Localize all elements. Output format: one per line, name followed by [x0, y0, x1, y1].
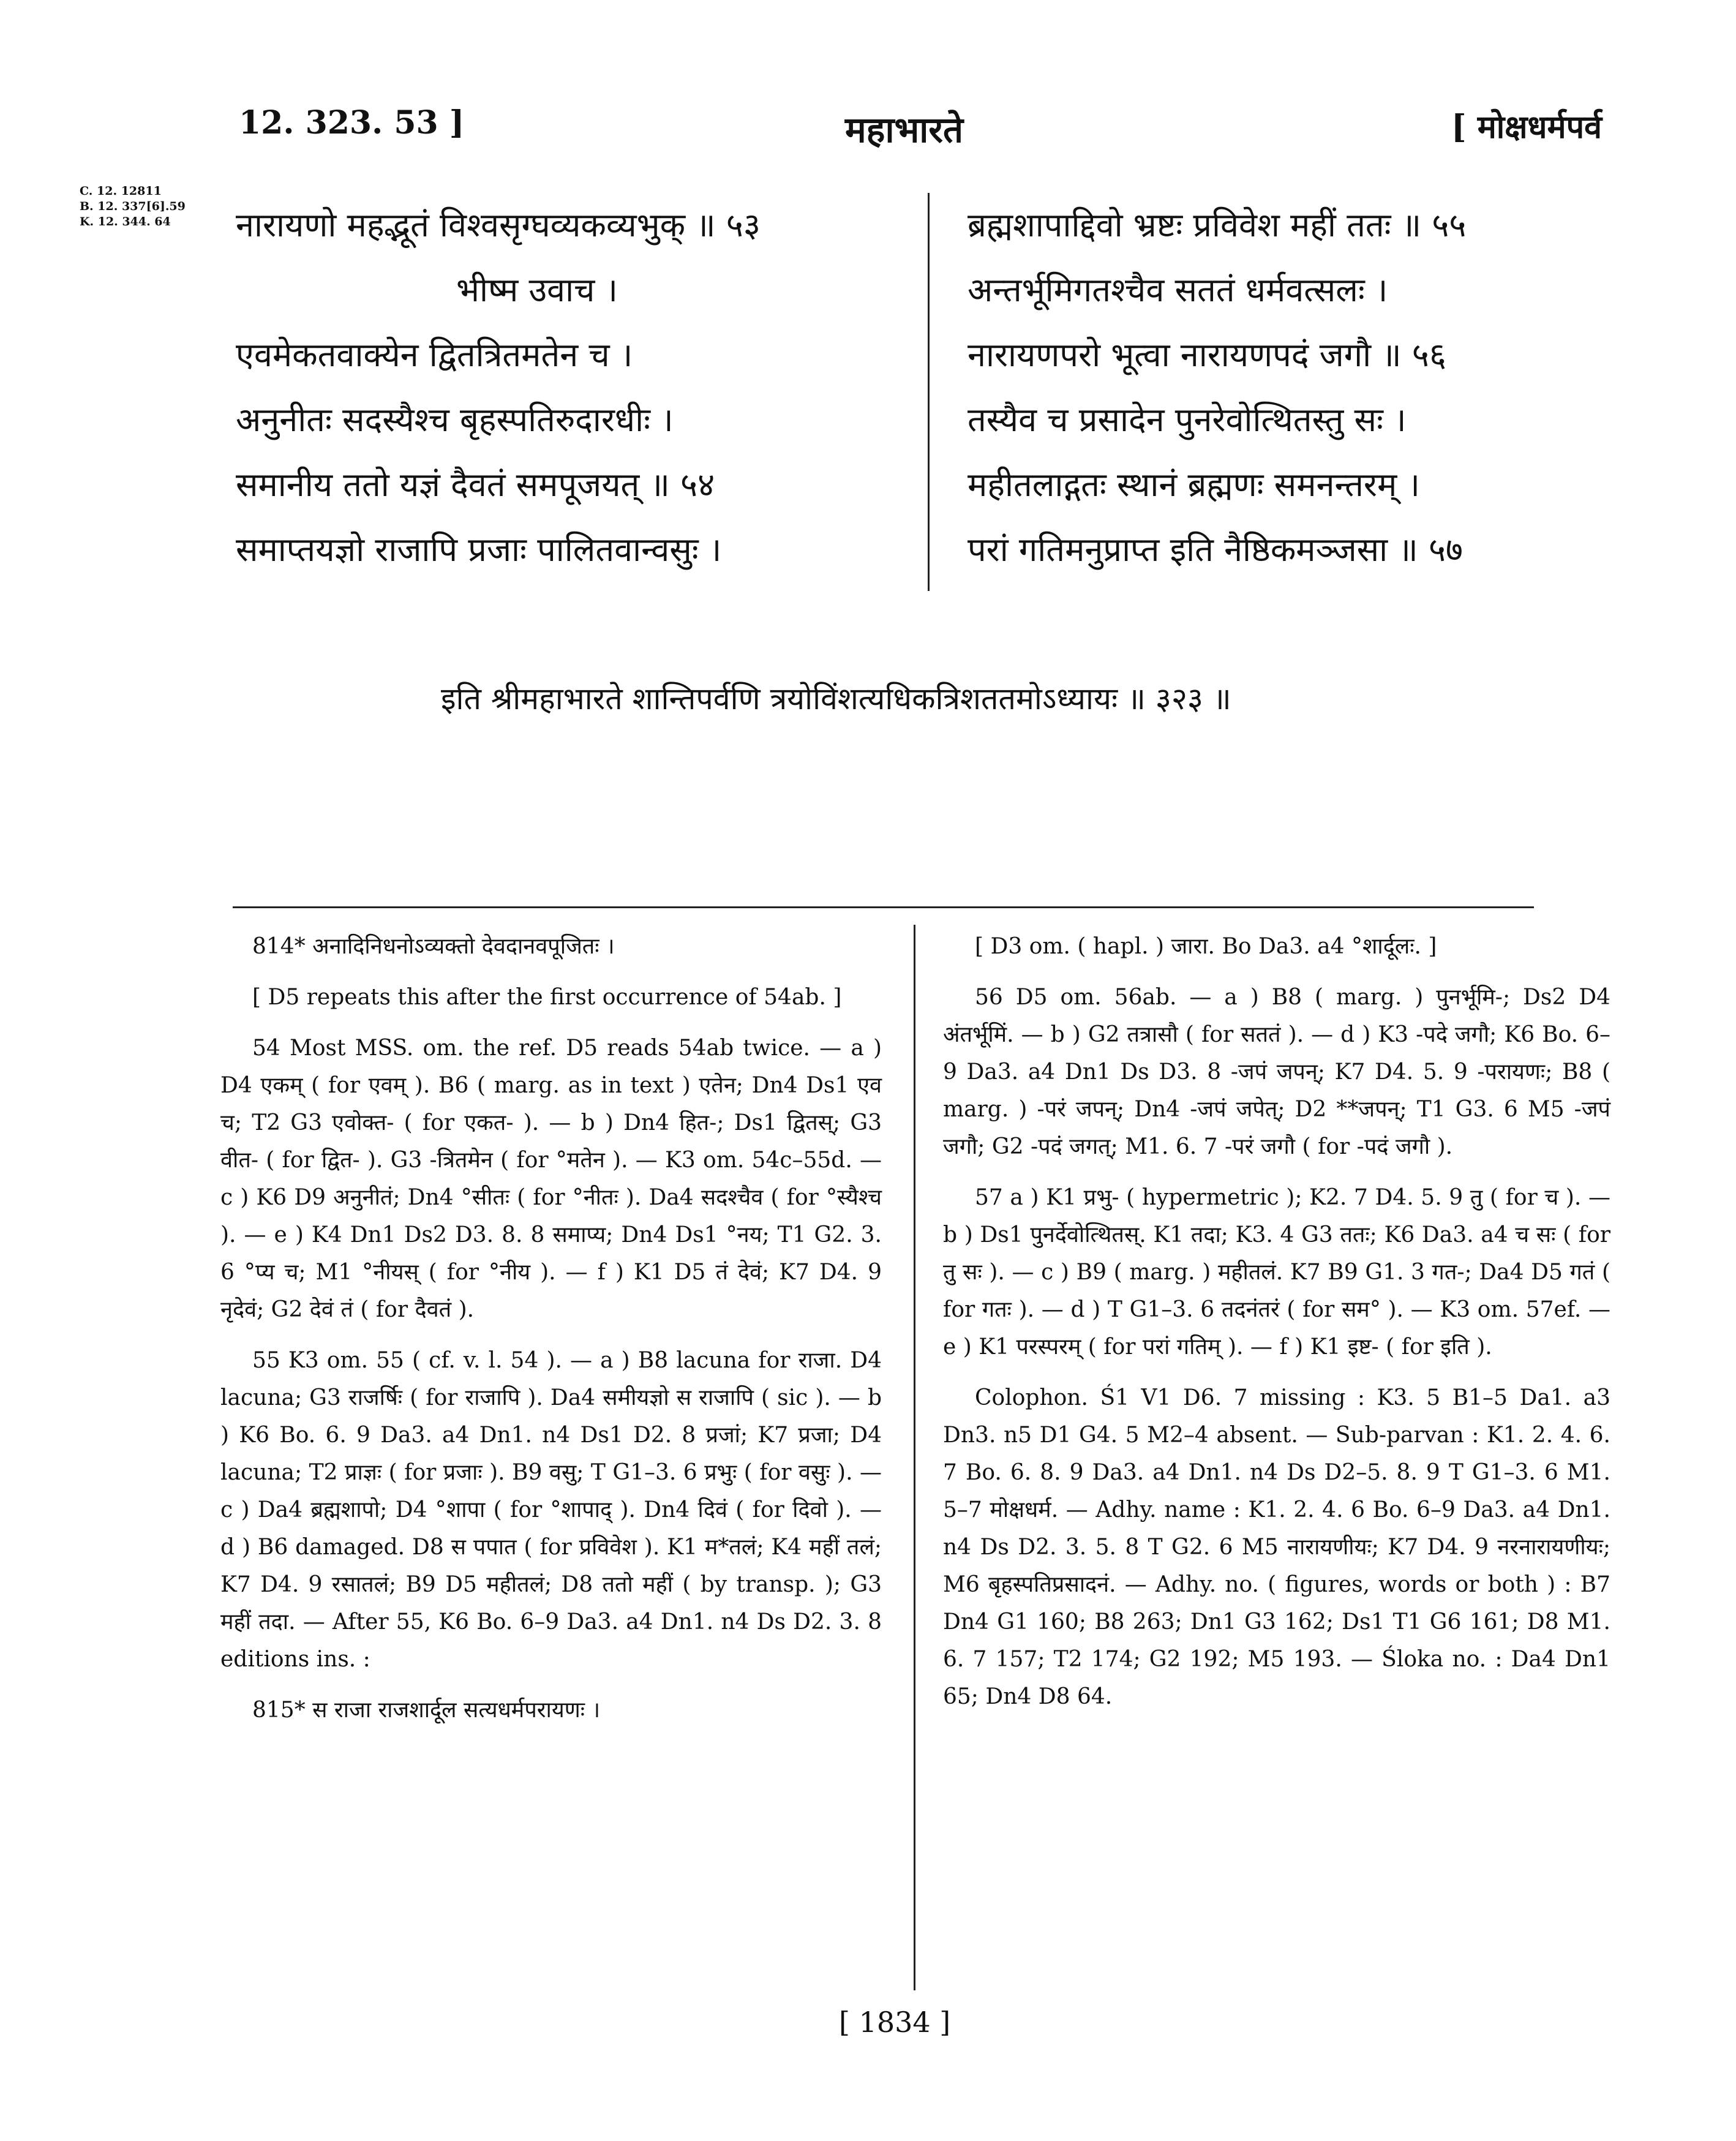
page-title: महाभारते	[845, 109, 964, 151]
column-divider	[928, 193, 930, 591]
verse-line: अन्तर्भूमिगतश्चैव सततं धर्मवत्सलः ।	[968, 271, 1388, 309]
verse-line: समाप्तयज्ञो राजापि प्रजाः पालितवान्वसुः ।	[236, 530, 722, 569]
verse-line: परां गतिमनुप्राप्त इति नैष्ठिकमञ्जसा ॥ ५७	[968, 530, 1463, 569]
verses-left-column	[236, 193, 761, 582]
parvan-name: [ मोक्षधर्मपर्व	[1451, 108, 1603, 146]
note-paragraph: Colophon. Ś1 V1 D6. 7 missing : K3. 5 B1–5 Da1. a3 Dn3. n5 D1 G4. 5 M2–4 absent. — Sub-parvan : K1. 2. 4. 6. 7 Bo. 6. 8. 9 Da3. a4 Dn1. n4 Ds D2–5. 8. 9 T G1–3. 6 M1. 5–7 मोक्षधर्म. — Adhy. name : K1. 2. 4. 6 Bo. 6–9 Da3. a4 Dn1. n4 Ds D2. 3. 5. 8 T G2. 6 M5 नारायणीयः; K7 D4. 9 नरनारायणीयः; M6 बृहस्पतिप्रसादनं. — Adhy. no. ( figures, words or both ) : B7 Dn4 G1 160; B8 263; Dn1 G3 162; Ds1 T1 G6 161; D8 M1. 6. 7 157; T2 174; G2 192; M5 193. — Śloka no. : Da4 Dn1 65; Dn4 D8 64.	[943, 1385, 1610, 1709]
section-divider	[233, 906, 1534, 908]
notes-column-divider	[914, 925, 915, 1990]
note-paragraph: 814* अनादिनिधनोऽव्यक्तो देवदानवपूजितः ।	[252, 934, 615, 959]
verse-line: नारायणपरो भूत्वा नारायणपदं जगौ ॥ ५६	[968, 336, 1446, 374]
chapter-colophon: इति श्रीमहाभारते शान्तिपर्वणि त्रयोविंशत्यधिकत्रिशततमोऽध्यायः ॥ ३२३ ॥	[441, 681, 1231, 717]
verses-right-column	[968, 193, 1466, 582]
note-paragraph: 815* स राजा राजशार्दूल सत्यधर्मपरायणः ।	[252, 1698, 601, 1723]
note-paragraph: 55 K3 om. 55 ( cf. v. l. 54 ). — a ) B8 lacuna for राजा. D4 lacuna; G3 राजर्षिः ( for राजापि ). Da4 समीयज्ञो स राजापि ( sic ). — b ) K6 Bo. 6. 9 Da3. a4 Dn1. n4 Ds1 D2. 8 प्रजां; K7 प्रजा; D4 lacuna; T2 प्राज्ञः ( for प्रजाः ). B9 वसु; T G1–3. 6 प्रभुः ( for वसुः ). — c ) Da4 ब्रह्मशापो; D4 °शापा ( for °शापाद् ). Dn4 दिवं ( for दिवो ). — d ) B6 damaged. D8 स पपात ( for प्रविवेश ). K1 म*तलं; K4 महीं तलं; K7 D4. 9 रसातलं; B9 D5 महीतलं; D8 ततो महीं ( by transp. ); G3 महीं तदा. — After 55, K6 Bo. 6–9 Da3. a4 Dn1. n4 Ds D2. 3. 8 editions ins. :	[220, 1348, 882, 1672]
concordance-line: C. 12. 12811	[80, 184, 162, 198]
concordance	[80, 184, 186, 230]
note-paragraph: 54 Most MSS. om. the ref. D5 reads 54ab twice. — a ) D4 एकम् ( for एवम् ). B6 ( marg. as in text ) एतेन; Dn4 Ds1 एव च; T2 G3 एवोक्त- ( for एकत- ). — b ) Dn4 हित-; Ds1 द्वितस्; G3 वीत- ( for द्वित- ). G3 -त्रितमेन ( for °मतेन ). — K3 om. 54c–55d. — c ) K6 D9 अनुनीतं; Dn4 °सीतः ( for °नीतः ). Da4 सदश्चैव ( for °स्यैश्च ). — e ) K4 Dn1 Ds2 D3. 8. 8 समाप्य; Dn4 Ds1 °नय; T1 G2. 3. 6 °प्य च; M1 °नीयस् ( for °नीय ). — f ) K1 D5 तं देवं; K7 D4. 9 नृदेवं; G2 देवं तं ( for दैवतं ).	[220, 1036, 882, 1322]
note-paragraph: 56 D5 om. 56ab. — a ) B8 ( marg. ) पुनर्भूमि-; Ds2 D4 अंतर्भूमिं. — b ) G2 तत्रासौ ( for सततं ). — d ) K3 -पदे जगौ; K6 Bo. 6–9 Da3. a4 Dn1 Ds D3. 8 -जपं जपन्; K7 D4. 5. 9 -परायणः; B8 ( marg. ) -परं जपन्; Dn4 -जपं जपेत्; D2 **जपन्; T1 G3. 6 M5 -जपं जगौ; G2 -पदं जगत्; M1. 6. 7 -परं जगौ ( for -पदं जगौ ).	[943, 985, 1610, 1159]
speaker-heading: भीष्म उवाच ।	[456, 271, 618, 309]
critical-notes-left	[220, 928, 882, 1742]
verse-line: तस्यैव च प्रसादेन पुनरेवोत्थितस्तु सः ।	[968, 401, 1407, 439]
verse-line: अनुनीतः सदस्यैश्च बृहस्पतिरुदारधीः ।	[236, 401, 674, 439]
verse-line: महीतलाद्गतः स्थानं ब्रह्मणः समनन्तरम् ।	[968, 465, 1420, 504]
verse-reference: 12. 323. 53 ]	[239, 104, 465, 141]
verse-line: समानीय ततो यज्ञं दैवतं समपूजयत् ॥ ५४	[236, 465, 715, 504]
verse-line: ब्रह्मशापाद्दिवो भ्रष्टः प्रविवेश महीं ततः ॥ ५५	[968, 206, 1467, 244]
concordance-line: K. 12. 344. 64	[80, 215, 171, 228]
page-number: [ 1834 ]	[839, 2006, 951, 2039]
note-paragraph: [ D5 repeats this after the first occurrence of 54ab. ]	[252, 985, 842, 1010]
concordance-line: B. 12. 337[6].59	[80, 200, 186, 213]
verse-line: नारायणो महद्भूतं विश्वसृग्घव्यकव्यभुक् ॥ ५३	[236, 206, 761, 244]
critical-notes-right	[943, 928, 1610, 1729]
note-paragraph: 57 a ) K1 प्रभु- ( hypermetric ); K2. 7 D4. 5. 9 तु ( for च ). — b ) Ds1 पुनर्देवोत्थितस्. K1 तदा; K3. 4 G3 ततः; K6 Da3. a4 च सः ( for तु सः ). — c ) B9 ( marg. ) महीतलं. K7 B9 G1. 3 गत-; Da4 D5 गतं ( for गतः ). — d ) T G1–3. 6 तदनंतरं ( for सम° ). — K3 om. 57ef. — e ) K1 परस्परम् ( for परां गतिम् ). — f ) K1 इष्ट- ( for इति ).	[943, 1185, 1610, 1360]
note-paragraph: [ D3 om. ( hapl. ) जारा. Bo Da3. a4 °शार्दूलः. ]	[975, 934, 1437, 959]
verse-line: एवमेकतवाक्येन द्वितत्रितमतेन च ।	[236, 336, 633, 374]
